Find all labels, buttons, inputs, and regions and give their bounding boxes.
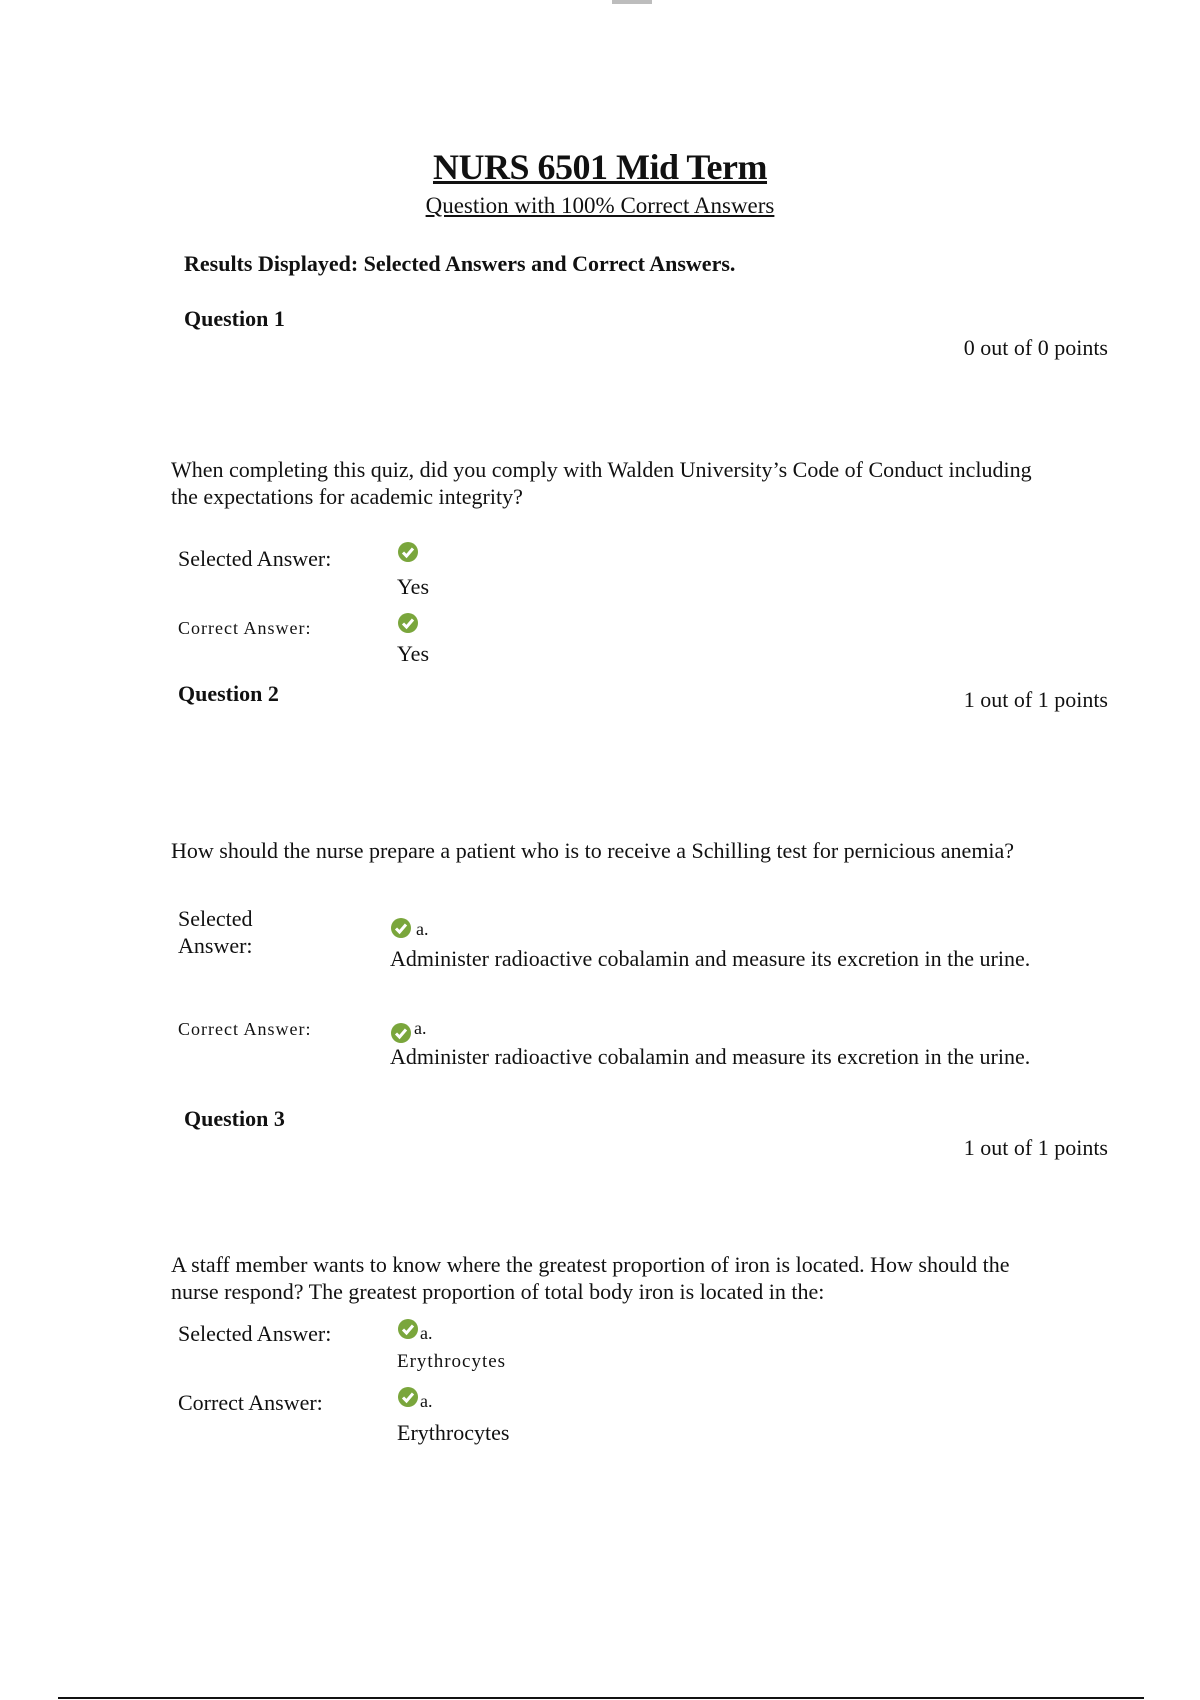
question-1-correct-answer: Yes	[397, 641, 430, 666]
question-1-correct-label: Correct Answer:	[178, 618, 312, 638]
selected-label-line-2: Answer:	[178, 933, 253, 958]
question-1-selected-answer: Yes	[397, 574, 430, 599]
question-3-correct-option: a.	[420, 1391, 433, 1411]
check-icon	[390, 1022, 412, 1044]
bottom-divider	[58, 1697, 1144, 1699]
question-3-heading: Question 3	[184, 1106, 285, 1131]
question-2-correct-label: Correct Answer:	[178, 1019, 312, 1039]
check-icon	[397, 612, 419, 634]
question-1-selected-label: Selected Answer:	[178, 546, 332, 571]
question-1-heading: Question 1	[184, 306, 285, 331]
check-icon	[397, 1386, 419, 1408]
question-3-points: 1 out of 1 points	[963, 1135, 1108, 1160]
question-2-correct-option: a.	[414, 1018, 427, 1038]
question-2-selected-answer: Administer radioactive cobalamin and measure its excretion in the urine.	[390, 946, 1031, 971]
results-displayed-line: Results Displayed: Selected Answers and Correct Answers.	[184, 251, 736, 276]
question-2-selected-option: a.	[416, 919, 429, 939]
question-3-selected-label: Selected Answer:	[178, 1321, 332, 1346]
question-2-text: How should the nurse prepare a patient who is to receive a Schilling test for pernicious anemia?	[171, 838, 1015, 863]
question-3-correct-label: Correct Answer:	[178, 1390, 323, 1415]
check-icon	[397, 541, 419, 563]
question-2-selected-label	[178, 905, 253, 959]
question-3-text: A staff member wants to know where the greatest proportion of iron is located. How should the nurse respond? The greatest proportion of total body iron is located in the:	[171, 1252, 1010, 1304]
top-page-marker	[612, 0, 652, 4]
question-2-correct-answer: Administer radioactive cobalamin and measure its excretion in the urine.	[390, 1044, 1031, 1069]
question-2-points: 1 out of 1 points	[963, 687, 1108, 712]
question-1-points: 0 out of 0 points	[963, 335, 1108, 360]
document-title: NURS 6501 Mid Term	[432, 147, 768, 187]
check-icon	[390, 917, 412, 939]
question-3-selected-answer: Erythrocytes	[397, 1351, 507, 1372]
check-icon	[397, 1318, 419, 1340]
question-3-selected-option: a.	[420, 1323, 433, 1343]
question-3-correct-answer: Erythrocytes	[397, 1420, 510, 1445]
document-subtitle: Question with 100% Correct Answers	[425, 193, 775, 218]
selected-label-line-1: Selected	[178, 906, 253, 931]
question-2-heading: Question 2	[178, 681, 279, 706]
question-1-text: When completing this quiz, did you comply with Walden University’s Code of Conduct including the expectations for academic integrity?	[171, 457, 1032, 509]
